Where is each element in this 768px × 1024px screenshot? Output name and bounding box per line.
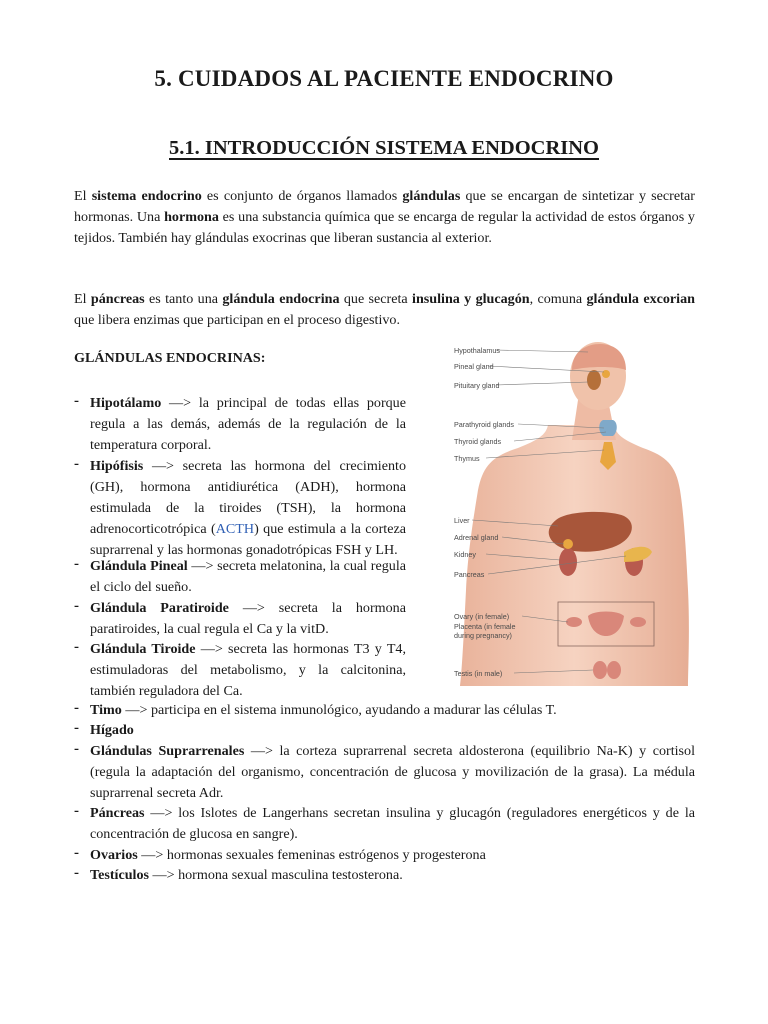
list-item-suprarrenales: - Glándulas Suprarrenales —> la corteza suprarrenal secreta aldosterona (equilibrio Na-K) y cortisol (regula la adaptación del organismo, concentración de glucosa y movilización de la grasa). La médula suprarrenal secreta Adr. <box>74 741 696 801</box>
label-liver: Liver <box>454 516 470 525</box>
list-item-ovarios: - Ovarios —> hormonas sexuales femeninas estrógenos y progesterona <box>74 845 486 863</box>
list-item-hipofisis: - Hipófisis —> secreta las hormona del crecimiento (GH), hormona antidiurética (ADH), hormona estimulada de la tiroides (TSH), la hormona adrenocorticotrópica (ACTH) que estimula a la corteza suprarrenal y las hormonas gonadotrópicas FSH y LH. <box>74 456 406 558</box>
section-subtitle: 5.1. INTRODUCCIÓN SISTEMA ENDOCRINO <box>169 137 599 159</box>
acth-link[interactable]: ACTH <box>215 521 255 537</box>
page-title: 5. CUIDADOS AL PACIENTE ENDOCRINO <box>154 66 614 91</box>
list-bullet: - <box>74 803 79 819</box>
label-pancreas: Pancreas <box>454 570 485 579</box>
testis-right-shape <box>607 661 621 679</box>
glands-heading: GLÁNDULAS ENDOCRINAS: <box>74 350 266 366</box>
list-item-timo: - Timo —> participa en el sistema inmunológico, ayudando a madurar las células T. <box>74 700 557 718</box>
list-bullet: - <box>74 720 79 736</box>
label-placenta: Placenta (in female <box>454 622 516 631</box>
list-bullet: - <box>74 700 79 716</box>
list-bullet: - <box>74 456 79 472</box>
pituitary-shape <box>587 370 601 390</box>
label-thyroid: Thyroid glands <box>454 437 502 446</box>
adrenal-shape <box>563 539 573 549</box>
label-hypothalamus: Hypothalamus <box>454 346 500 355</box>
label-adrenal: Adrenal gland <box>454 533 499 542</box>
label-thymus: Thymus <box>454 454 480 463</box>
list-bullet: - <box>74 639 79 655</box>
list-bullet: - <box>74 556 79 572</box>
label-testis: Testis (in male) <box>454 669 503 678</box>
list-item-tiroide: - Glándula Tiroide —> secreta las hormonas T3 y T4, estimuladoras del metabolismo, y la calcitonina, también reguladora del Ca. <box>74 639 406 699</box>
label-ovary: Ovary (in female) <box>454 612 510 621</box>
list-bullet: - <box>74 598 79 614</box>
list-item-higado: - Hígado <box>74 720 134 738</box>
label-parathyroid: Parathyroid glands <box>454 420 514 429</box>
ovary-right-shape <box>630 617 646 627</box>
pineal-shape <box>602 370 610 378</box>
endocrine-system-figure <box>438 340 698 686</box>
intro-paragraph-1: El sistema endocrino es conjunto de órganos llamados glándulas que se encargan de sintetizar y secretar hormonas. Una hormona es una substancia química que se encarga de regular la actividad de estos órganos y tejidos. También hay glándulas exocrinas que liberan sustancia al exterior. <box>74 188 695 246</box>
ovary-left-shape <box>566 617 582 627</box>
list-bullet: - <box>74 393 79 409</box>
list-item-pancreas: - Páncreas —> los Islotes de Langerhans secretan insulina y glucagón (reguladores energéticos y de la concentración de glucosa en sangre). <box>74 803 695 842</box>
brain-shape <box>572 344 626 370</box>
list-bullet: - <box>74 741 79 757</box>
list-item-paratiroide: - Glándula Paratiroide —> secreta la hormona paratiroides, la cual regula el Ca y la vitD. <box>74 598 406 637</box>
label-pituitary: Pituitary gland <box>454 381 500 390</box>
list-item-testiculos: - Testículos —> hormona sexual masculina testosterona. <box>74 865 403 883</box>
label-pineal: Pineal gland <box>454 362 494 371</box>
testis-left-shape <box>593 661 607 679</box>
kidney-left-shape <box>559 548 577 576</box>
list-bullet: - <box>74 845 79 861</box>
intro-paragraph-2: El páncreas es tanto una glándula endocrina que secreta insulina y glucagón, comuna glándula excorian que libera enzimas que participan en el proceso digestivo. <box>74 291 695 328</box>
list-item-pineal: - Glándula Pineal —> secreta melatonina, la cual regula el ciclo del sueño. <box>74 556 406 595</box>
label-placenta-2: during pregnancy) <box>454 631 512 640</box>
label-kidney: Kidney <box>454 550 476 559</box>
list-bullet: - <box>74 865 79 881</box>
list-item-hipotalamo: - Hipotálamo —> la principal de todas ellas porque regula a las demás, además de la regulación de la temperatura corporal. <box>74 393 406 453</box>
